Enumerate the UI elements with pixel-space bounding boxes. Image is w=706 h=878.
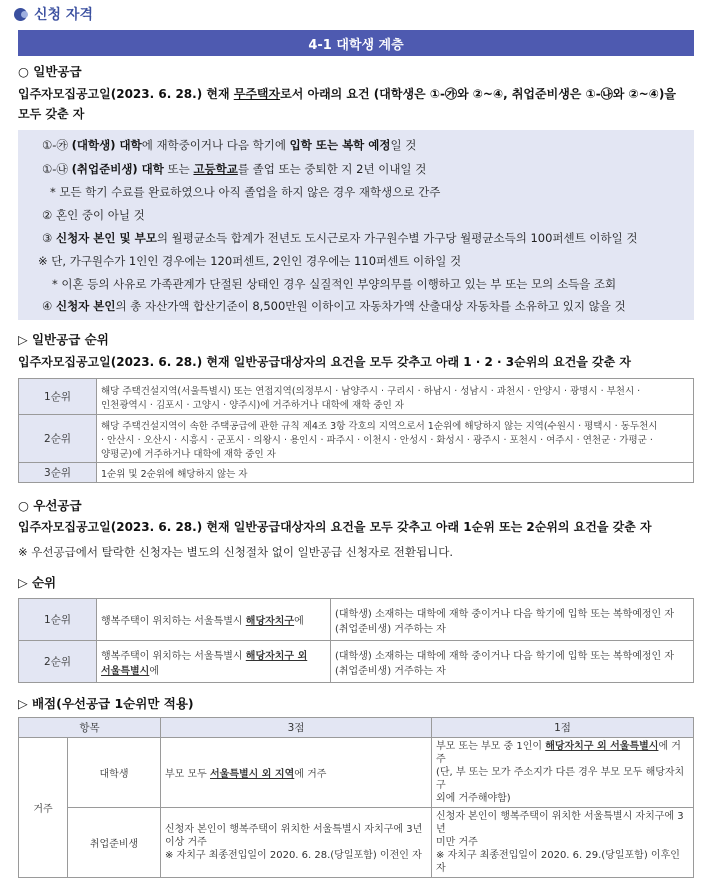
req-note-3: * 이혼 등의 사유로 가족관계가 단절된 상태인 경우 실질적인 부양의무를 이행하고 있는 부 또는 모의 소득을 조회 bbox=[52, 277, 617, 291]
section-bullet-icon bbox=[14, 8, 27, 21]
table-row bbox=[19, 415, 694, 463]
priority-heading: ○ 우선공급 bbox=[18, 498, 82, 513]
requirements-box bbox=[18, 130, 694, 320]
req-1a: ①-㉮ (대학생) 대학에 재학중이거나 다음 학기에 입학 또는 복학 예정일 것 bbox=[42, 138, 417, 152]
priority-note: ※ 우선공급에서 탈락한 신청자는 별도의 신청절차 없이 일반공급 신청자로 전환됩니다. bbox=[18, 545, 454, 559]
table-row bbox=[19, 641, 694, 683]
priority-intro: 입주자모집공고일(2023. 6. 28.) 현재 일반공급대상자의 요건을 모두 갖추고 아래 1순위 또는 2순위의 요건을 갖춘 자 bbox=[18, 520, 652, 534]
general-heading: ○ 일반공급 bbox=[18, 64, 82, 79]
row-label: 대학생 bbox=[68, 738, 161, 808]
rank-condition: (대학생) 소재하는 대학에 재학 중이거나 다음 학기에 입학 또는 복학예정인 자 (취업준비생) 거주하는 자 bbox=[331, 641, 694, 683]
section-title: 신청 자격 bbox=[14, 2, 93, 26]
general-rank-table bbox=[18, 378, 694, 483]
rank-cell: 2순위 bbox=[19, 641, 97, 683]
points-1-cell: 신청자 본인이 행복주택이 위치한 서울특별시 자치구에 3년 미만 거주 ※ 자치구 최종전입일이 2020. 6. 29.(당일포함) 이후인 자 bbox=[432, 808, 694, 878]
req-1b: ①-㉯ (취업준비생) 대학 또는 고등학교를 졸업 또는 중퇴한 지 2년 이내일 것 bbox=[42, 162, 427, 176]
req-3: ③ 신청자 본인 및 부모의 월평균소득 합계가 전년도 도시근로자 가구원수별 가구당 월평균소득의 100퍼센트 이하일 것 bbox=[42, 231, 638, 245]
table-row bbox=[19, 808, 694, 878]
points-heading: ▷ 배점(우선공급 1순위만 적용) bbox=[18, 696, 194, 711]
general-intro-cont: 모두 갖춘 자 bbox=[18, 107, 85, 121]
group-label: 거주 bbox=[19, 738, 68, 878]
rank-cell: 1순위 bbox=[19, 599, 97, 641]
rank-cell: 1순위 bbox=[19, 379, 97, 415]
rank-cell: 2순위 bbox=[19, 415, 97, 463]
col-3pt: 3점 bbox=[161, 718, 432, 738]
priority-rank-heading: ▷ 순위 bbox=[18, 575, 57, 590]
general-rank-heading: ▷ 일반공급 순위 bbox=[18, 332, 109, 347]
table-row bbox=[19, 463, 694, 483]
row-label: 취업준비생 bbox=[68, 808, 161, 878]
req-4: ④ 신청자 본인의 총 자산가액 합산기준이 8,500만원 이하이고 자동차가액 산출대상 자동차를 소유하고 있지 않을 것 bbox=[42, 299, 626, 313]
general-rank-intro: 입주자모집공고일(2023. 6. 28.) 현재 일반공급대상자의 요건을 모두 갖추고 아래 1 · 2 · 3순위의 요건을 갖춘 자 bbox=[18, 355, 632, 369]
req-2: ② 혼인 중이 아닐 것 bbox=[42, 208, 145, 222]
table-row bbox=[19, 379, 694, 415]
rank-condition: (대학생) 소재하는 대학에 재학 중이거나 다음 학기에 입학 또는 복학예정인 자 (취업준비생) 거주하는 자 bbox=[331, 599, 694, 641]
rank-cell: 3순위 bbox=[19, 463, 97, 483]
points-table bbox=[18, 717, 694, 878]
rank-desc: 해당 주택건설지역이 속한 주택공급에 관한 규칙 제4조 3항 각호의 지역으로서 1순위에 해당하지 않는 지역(수원시 · 평택시 · 동두천시 · 안산시 · 오산시 · 시흥시 · 군포시 · 의왕시 · 용인시 · 파주시 · 이천시 · 안성시 · 화성시 · 광주시 · 포천시 · 여주시 · 연천군 · 가평군 · 양평군)에 거주하거나 대학에 재학 중인 자 bbox=[97, 415, 694, 463]
rank-desc: 1순위 및 2순위에 해당하지 않는 자 bbox=[97, 463, 694, 483]
general-intro: 입주자모집공고일(2023. 6. 28.) 현재 무주택자로서 아래의 요건 (대학생은 ①-㉮와 ②~④, 취업준비생은 ①-㉯와 ②~④)을 bbox=[18, 87, 676, 101]
priority-rank-table bbox=[18, 598, 694, 683]
points-3-cell: 신청자 본인이 행복주택이 위치한 서울특별시 자치구에 3년 이상 거주 ※ 자치구 최종전입일이 2020. 6. 28.(당일포함) 이전인 자 bbox=[161, 808, 432, 878]
points-3-cell: 부모 모두 서울특별시 외 지역에 거주 bbox=[161, 738, 432, 808]
rank-area: 행복주택이 위치하는 서울특별시 해당자치구 외 서울특별시에 bbox=[97, 641, 331, 683]
req-note-2: ※ 단, 가구원수가 1인인 경우에는 120퍼센트, 2인인 경우에는 110퍼센트 이하일 것 bbox=[38, 254, 462, 268]
col-item: 항목 bbox=[19, 718, 161, 738]
col-1pt: 1점 bbox=[432, 718, 694, 738]
points-1-cell: 부모 또는 부모 중 1인이 해당자치구 외 서울특별시에 거주 (단, 부 또는 모가 주소지가 다른 경우 부모 모두 해당자치구 외에 거주해야함) bbox=[432, 738, 694, 808]
rank-area: 행복주택이 위치하는 서울특별시 해당자치구에 bbox=[97, 599, 331, 641]
table-row bbox=[19, 599, 694, 641]
table-row bbox=[19, 738, 694, 808]
rank-desc: 해당 주택건설지역(서울특별시) 또는 연접지역(의정부시 · 남양주시 · 구리시 · 하남시 · 성남시 · 과천시 · 안양시 · 광명시 · 부천시 · 인천광역시 · 김포시 · 고양시 · 양주시)에 거주하거나 대학에 재학 중인 자 bbox=[97, 379, 694, 415]
category-banner: 4-1 대학생 계층 bbox=[18, 30, 694, 56]
table-header-row bbox=[19, 718, 694, 738]
req-note-1: * 모든 학기 수료를 완료하였으나 아직 졸업을 하지 않은 경우 재학생으로 간주 bbox=[50, 185, 441, 199]
